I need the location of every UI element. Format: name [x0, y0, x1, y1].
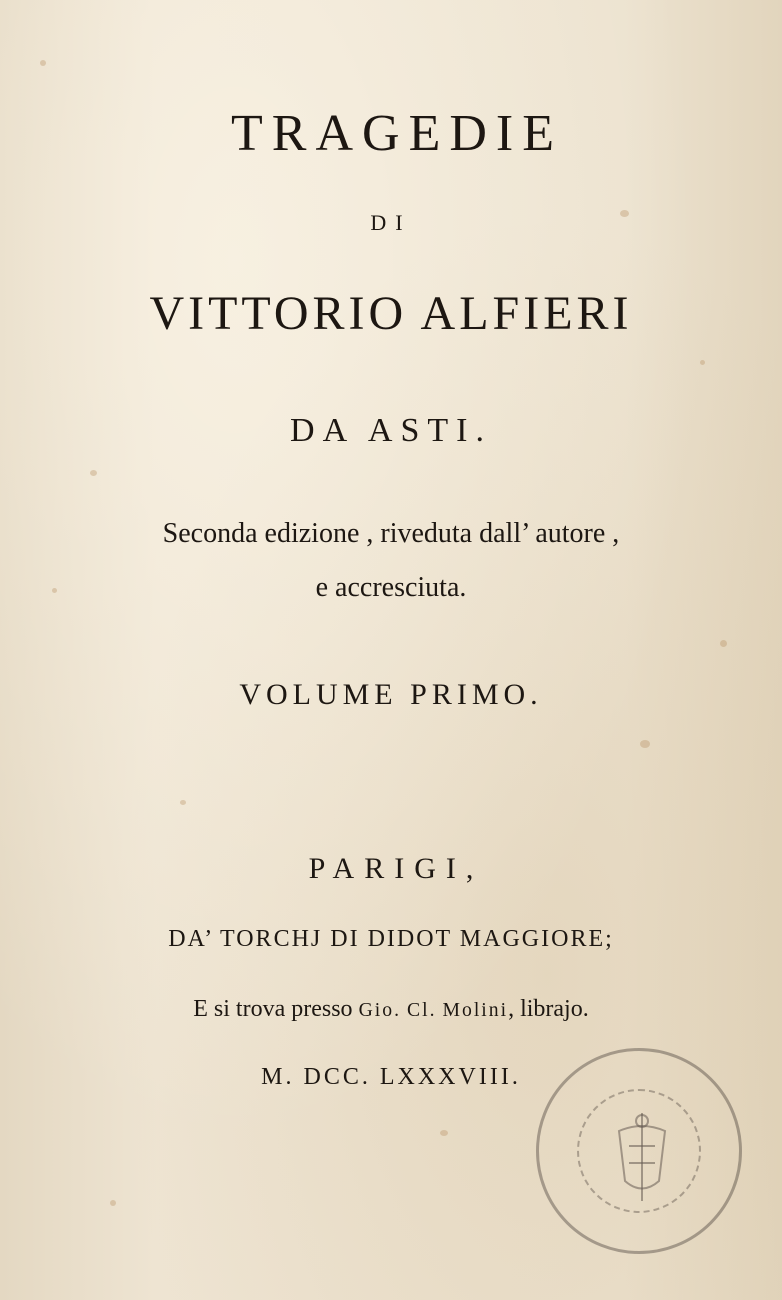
volume-label: VOLUME PRIMO. — [239, 678, 543, 711]
foxing-spot — [110, 1200, 116, 1206]
foxing-spot — [90, 470, 97, 476]
foxing-spot — [440, 1130, 448, 1136]
foxing-spot — [640, 740, 650, 748]
library-stamp — [536, 1048, 742, 1254]
edition-line-1: Seconda edizione , riveduta dall’ autore , — [162, 518, 620, 549]
foxing-spot — [700, 360, 705, 365]
seller-suffix: , librajo. — [508, 996, 589, 1022]
foxing-spot — [720, 640, 727, 647]
stamp-emblem-icon — [539, 1051, 745, 1257]
seller-prefix: E si trova presso — [193, 996, 353, 1022]
author-origin: DA ASTI. — [290, 412, 492, 449]
seller-name-part: Molini — [442, 999, 509, 1021]
foxing-spot — [180, 800, 186, 805]
author-name: VITTORIO ALFIERI — [149, 287, 633, 340]
seller-name-part: Cl. — [407, 999, 437, 1021]
imprint-printer: DA’ TORCHJ DI DIDOT MAGGIORE; — [168, 926, 614, 952]
imprint-city: PARIGI, — [308, 852, 484, 885]
imprint-seller — [0, 996, 782, 1023]
imprint-year: M. DCC. LXXXVIII. — [261, 1064, 521, 1090]
title-preposition: DI — [370, 210, 412, 235]
foxing-spot — [40, 60, 46, 66]
book-title: TRAGEDIE — [231, 105, 563, 162]
seller-name-part: Gio. — [358, 999, 401, 1021]
edition-line-2: e accresciuta. — [315, 572, 467, 603]
